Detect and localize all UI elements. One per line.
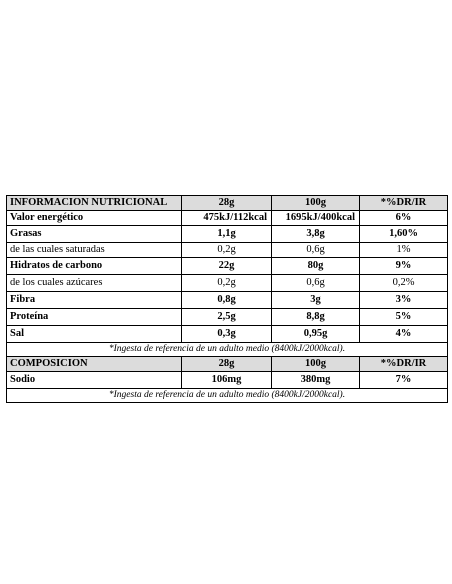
nutrition-table-container [6, 195, 447, 403]
nutrition-footnote-row [7, 343, 448, 357]
row-label: Valor energético [7, 211, 182, 226]
row-value-dr: 6% [360, 211, 448, 226]
row-value-100g: 0,6g [272, 275, 360, 292]
row-value-100g: 0,6g [272, 243, 360, 258]
row-value-dr: 4% [360, 326, 448, 343]
row-label: Grasas [7, 226, 182, 243]
table-row [7, 211, 448, 226]
row-value-28g: 475kJ/112kcal [182, 211, 272, 226]
composition-footnote-row [7, 389, 448, 403]
row-value-dr: 7% [360, 372, 448, 389]
header-dr: *%DR/IR [360, 196, 448, 211]
table-row [7, 326, 448, 343]
row-value-dr: 5% [360, 309, 448, 326]
table-row [7, 372, 448, 389]
row-value-100g: 3g [272, 292, 360, 309]
row-label: Fibra [7, 292, 182, 309]
row-value-100g: 80g [272, 258, 360, 275]
row-value-28g: 0,3g [182, 326, 272, 343]
table-row [7, 243, 448, 258]
row-value-28g: 2,5g [182, 309, 272, 326]
table-row [7, 258, 448, 275]
header-label: COMPOSICION [7, 357, 182, 372]
header-dr: *%DR/IR [360, 357, 448, 372]
header-100g: 100g [272, 196, 360, 211]
row-label: Proteína [7, 309, 182, 326]
header-28g: 28g [182, 196, 272, 211]
table-row [7, 275, 448, 292]
row-value-dr: 0,2% [360, 275, 448, 292]
row-label: de las cuales saturadas [7, 243, 182, 258]
nutrition-header-row [7, 196, 448, 211]
row-value-dr: 1,60% [360, 226, 448, 243]
row-value-dr: 3% [360, 292, 448, 309]
header-100g: 100g [272, 357, 360, 372]
header-label: INFORMACION NUTRICIONAL [7, 196, 182, 211]
row-label: Sodio [7, 372, 182, 389]
row-value-dr: 1% [360, 243, 448, 258]
row-value-28g: 22g [182, 258, 272, 275]
row-value-28g: 0,2g [182, 275, 272, 292]
row-label: de los cuales azúcares [7, 275, 182, 292]
row-value-100g: 380mg [272, 372, 360, 389]
row-value-100g: 8,8g [272, 309, 360, 326]
reference-intake-note: *Ingesta de referencia de un adulto medio (8400kJ/2000kcal). [7, 343, 448, 357]
header-28g: 28g [182, 357, 272, 372]
row-value-28g: 1,1g [182, 226, 272, 243]
table-row [7, 292, 448, 309]
reference-intake-note: *Ingesta de referencia de un adulto medio (8400kJ/2000kcal). [7, 389, 448, 403]
composition-header-row [7, 357, 448, 372]
row-value-28g: 0,2g [182, 243, 272, 258]
row-value-28g: 106mg [182, 372, 272, 389]
row-value-dr: 9% [360, 258, 448, 275]
table-row [7, 309, 448, 326]
row-value-28g: 0,8g [182, 292, 272, 309]
row-value-100g: 3,8g [272, 226, 360, 243]
nutrition-table [6, 195, 448, 403]
table-row [7, 226, 448, 243]
row-label: Hidratos de carbono [7, 258, 182, 275]
row-value-100g: 0,95g [272, 326, 360, 343]
row-value-100g: 1695kJ/400kcal [272, 211, 360, 226]
row-label: Sal [7, 326, 182, 343]
